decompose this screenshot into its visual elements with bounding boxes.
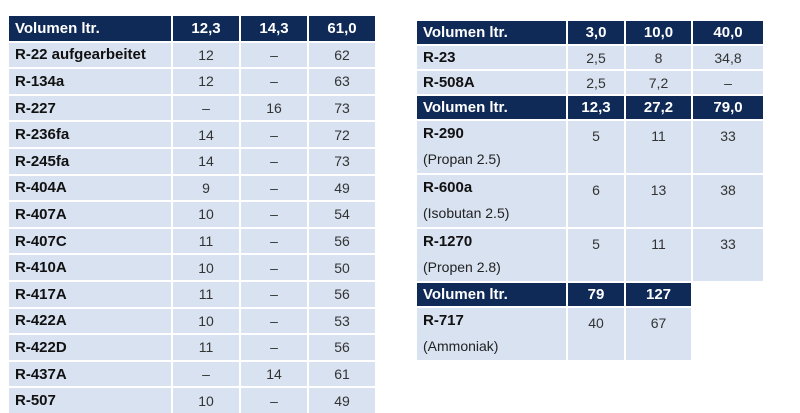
value-cell: –: [241, 229, 307, 254]
value-cell: 11: [173, 335, 239, 360]
header-volume-cell: 40,0: [693, 21, 763, 44]
value-cell: 9: [173, 176, 239, 201]
value-cell: 56: [309, 282, 375, 307]
header-volume-cell: 12,3: [173, 16, 239, 41]
value-cell: 34,8: [693, 46, 763, 69]
refrigerant-row-label: [9, 282, 171, 307]
header-volume-cell: 12,3: [568, 96, 624, 119]
value-cell: 14: [173, 122, 239, 147]
header-volume-cell: 10,0: [626, 21, 691, 44]
refrigerant-row-label: [9, 229, 171, 254]
value-cell: 6: [568, 175, 624, 227]
refrigerant-row-label: [9, 335, 171, 360]
value-cell: 5: [568, 229, 624, 281]
refrigerant-name: R-507: [15, 392, 56, 410]
refrigerant-row-label: [9, 122, 171, 147]
value-cell: 2,5: [568, 46, 624, 69]
value-cell: –: [241, 43, 307, 68]
header-volume-cell: 14,3: [241, 16, 307, 41]
refrigerant-row-label: [9, 176, 171, 201]
value-cell: 13: [626, 175, 691, 227]
value-cell: 12: [173, 43, 239, 68]
refrigerant-name: R-404A: [15, 179, 67, 197]
value-cell: 73: [309, 96, 375, 121]
refrigerant-name: R-508A: [423, 74, 475, 91]
refrigerant-row-label: [9, 149, 171, 174]
empty-cell: [693, 283, 763, 306]
value-cell: 49: [309, 388, 375, 413]
refrigerant-name: R-245fa: [15, 152, 70, 170]
value-cell: 11: [173, 282, 239, 307]
refrigerant-name: R-1270: [423, 233, 473, 250]
refrigerant-row-label: [9, 309, 171, 334]
refrigerant-row-label: [417, 175, 566, 227]
refrigerant-name: R-236fa: [15, 126, 70, 144]
refrigerant-row-label: [417, 71, 566, 94]
right-volume-table: [417, 21, 763, 360]
refrigerant-name: R-417A: [15, 285, 67, 303]
value-cell: –: [241, 309, 307, 334]
header-volume-cell: 79,0: [693, 96, 763, 119]
refrigerant-name: R-23: [423, 49, 456, 66]
value-cell: –: [241, 176, 307, 201]
refrigerant-name: R-437A: [15, 365, 67, 383]
value-cell: 8: [626, 46, 691, 69]
value-cell: –: [173, 362, 239, 387]
refrigerant-row-label: [417, 121, 566, 173]
value-cell: 53: [309, 309, 375, 334]
value-cell: 54: [309, 202, 375, 227]
value-cell: 61: [309, 362, 375, 387]
empty-cell: [693, 308, 763, 360]
value-cell: 56: [309, 335, 375, 360]
value-cell: 5: [568, 121, 624, 173]
header-label: Volumen ltr.: [417, 283, 566, 306]
value-cell: 33: [693, 229, 763, 281]
value-cell: –: [241, 69, 307, 94]
value-cell: 38: [693, 175, 763, 227]
header-volume-cell: 127: [626, 283, 691, 306]
header-label: Volumen ltr.: [417, 21, 566, 44]
refrigerant-description: (Isobutan 2.5): [423, 205, 510, 221]
refrigerant-name: R-422D: [15, 338, 67, 356]
value-cell: –: [241, 255, 307, 280]
value-cell: 67: [626, 308, 691, 360]
value-cell: 10: [173, 202, 239, 227]
value-cell: 16: [241, 96, 307, 121]
value-cell: 10: [173, 388, 239, 413]
value-cell: 40: [568, 308, 624, 360]
header-label: Volumen ltr.: [9, 16, 171, 41]
refrigerant-row-label: [9, 255, 171, 280]
value-cell: 73: [309, 149, 375, 174]
refrigerant-row-label: [9, 202, 171, 227]
refrigerant-description: (Ammoniak): [423, 338, 499, 354]
refrigerant-name: R-600a: [423, 179, 473, 196]
refrigerant-row-label: [9, 388, 171, 413]
refrigerant-name: R-422A: [15, 312, 67, 330]
value-cell: –: [173, 96, 239, 121]
refrigerant-row-label: [9, 96, 171, 121]
header-volume-cell: 61,0: [309, 16, 375, 41]
value-cell: 10: [173, 309, 239, 334]
value-cell: 49: [309, 176, 375, 201]
refrigerant-name: R-290: [423, 125, 464, 142]
left-volume-table: [9, 16, 375, 413]
value-cell: 72: [309, 122, 375, 147]
value-cell: –: [693, 71, 763, 94]
refrigerant-name: R-134a: [15, 72, 65, 90]
refrigerant-row-label: [417, 308, 566, 360]
value-cell: 62: [309, 43, 375, 68]
refrigerant-name: R-227: [15, 99, 56, 117]
header-volume-cell: 3,0: [568, 21, 624, 44]
refrigerant-row-label: [9, 69, 171, 94]
refrigerant-name: R-717: [423, 312, 464, 329]
value-cell: –: [241, 335, 307, 360]
value-cell: 50: [309, 255, 375, 280]
refrigerant-name: R-22 aufgearbeitet: [15, 46, 146, 64]
value-cell: –: [241, 388, 307, 413]
value-cell: –: [241, 149, 307, 174]
value-cell: 14: [173, 149, 239, 174]
refrigerant-row-label: [9, 362, 171, 387]
value-cell: –: [241, 282, 307, 307]
value-cell: 11: [626, 121, 691, 173]
refrigerant-row-label: [417, 229, 566, 281]
value-cell: 12: [173, 69, 239, 94]
value-cell: 2,5: [568, 71, 624, 94]
value-cell: –: [241, 202, 307, 227]
value-cell: 10: [173, 255, 239, 280]
header-label: Volumen ltr.: [417, 96, 566, 119]
value-cell: 33: [693, 121, 763, 173]
refrigerant-description: (Propen 2.8): [423, 259, 501, 275]
value-cell: –: [241, 122, 307, 147]
refrigerant-row-label: [417, 46, 566, 69]
value-cell: 63: [309, 69, 375, 94]
refrigerant-name: R-407C: [15, 232, 67, 250]
refrigerant-row-label: [9, 43, 171, 68]
header-volume-cell: 27,2: [626, 96, 691, 119]
refrigerant-name: R-410A: [15, 259, 67, 277]
header-volume-cell: 79: [568, 283, 624, 306]
value-cell: 11: [626, 229, 691, 281]
value-cell: 7,2: [626, 71, 691, 94]
refrigerant-description: (Propan 2.5): [423, 151, 501, 167]
value-cell: 14: [241, 362, 307, 387]
value-cell: 56: [309, 229, 375, 254]
value-cell: 11: [173, 229, 239, 254]
refrigerant-name: R-407A: [15, 205, 67, 223]
